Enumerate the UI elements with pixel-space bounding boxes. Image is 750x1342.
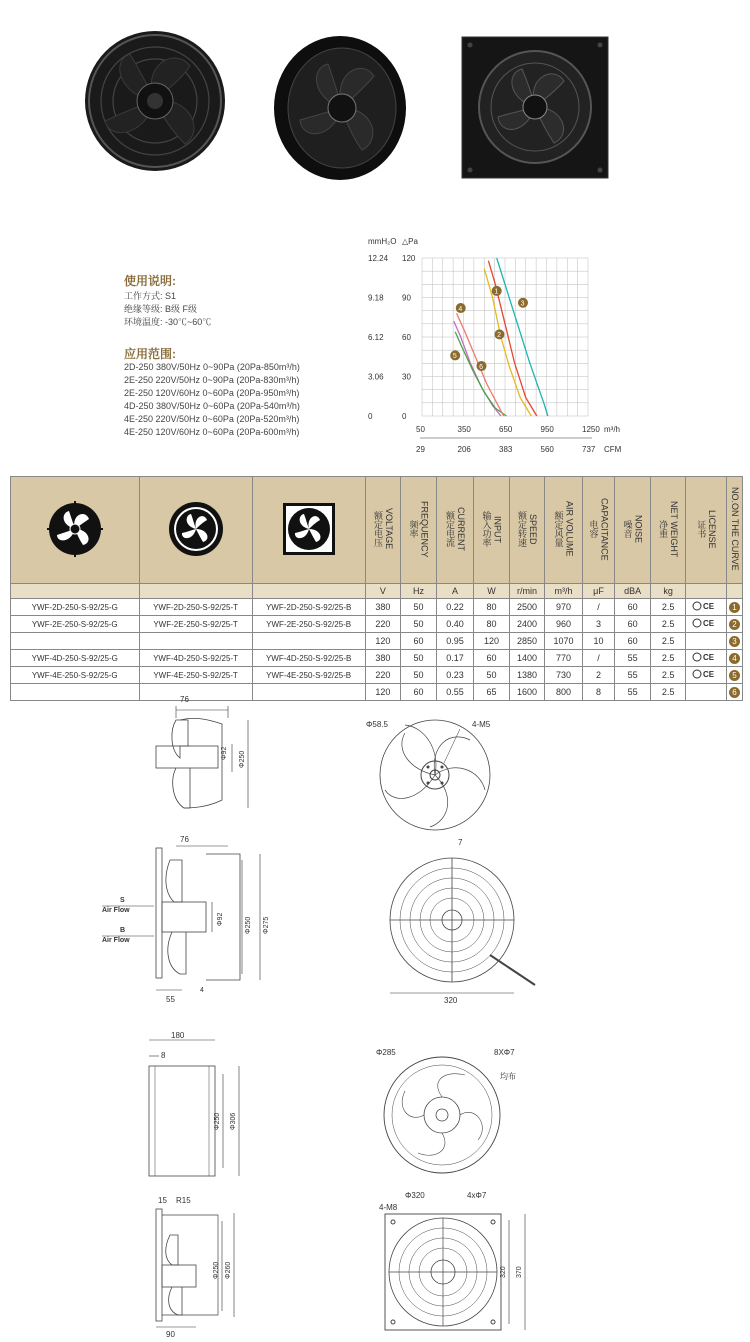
cell-speed: 1380	[509, 667, 545, 684]
drawing-tube-side	[135, 1030, 265, 1180]
svg-text:CE: CE	[703, 670, 715, 679]
cell-net-weight: 2.5	[650, 667, 686, 684]
unit-cell: m³/h	[545, 584, 582, 599]
usage-line: 环境温度: -30℃~60℃	[124, 317, 212, 327]
cell-voltage: 380	[365, 599, 401, 616]
curve-badge-label: 3	[520, 300, 525, 308]
cell-noise: 60	[615, 616, 651, 633]
cell-noise: 60	[615, 599, 651, 616]
table-row	[11, 616, 743, 633]
dim-label: Φ250	[239, 750, 246, 768]
dim-label: Φ250	[245, 916, 252, 934]
cell-air-volume: 1070	[545, 633, 582, 650]
unit-cell: W	[474, 584, 510, 599]
cell-frequency: 60	[401, 633, 437, 650]
cell-current: 0.40	[436, 616, 473, 633]
fan-tube-icon	[166, 499, 226, 559]
dim-label: R15	[176, 1196, 191, 1205]
cell-noise: 55	[615, 684, 651, 701]
dim-label: 4	[200, 987, 204, 994]
fan-square-icon	[279, 499, 339, 559]
curve-badge-label: 1	[494, 288, 499, 296]
fan-photo-square	[460, 35, 610, 180]
cell-speed: 2850	[509, 633, 545, 650]
cell-net-weight: 2.5	[650, 599, 686, 616]
usage-line: 绝缘等级: B级 F级	[124, 304, 198, 314]
cell-capacitance: 3	[582, 616, 615, 633]
cell-model-grille	[11, 633, 140, 650]
table-units-row	[11, 584, 743, 599]
cell-speed: 2500	[509, 599, 545, 616]
ccc-ce-icon	[691, 669, 721, 679]
curve-badge: 5	[729, 670, 740, 681]
drawing-blade-front	[360, 715, 510, 835]
drawing-side-view-1	[140, 690, 260, 820]
cell-current: 0.23	[436, 667, 473, 684]
ccc-ce-icon	[691, 601, 721, 611]
cell-noise: 55	[615, 667, 651, 684]
dim-label: Φ306	[230, 1112, 237, 1130]
cell-input: 60	[474, 650, 510, 667]
cell-input: 120	[474, 633, 510, 650]
header-grille-icon	[11, 477, 140, 584]
dim-label: Φ320	[405, 1191, 425, 1200]
header-input: INPUT 输入功率	[474, 477, 510, 584]
cell-air-volume: 970	[545, 599, 582, 616]
cell-model-square: YWF-2D-250-S-92/25-B	[252, 599, 365, 616]
unit-cell: Hz	[401, 584, 437, 599]
dim-label: Φ250	[214, 1112, 221, 1130]
x-tick-cfm: 29	[416, 445, 425, 454]
y-unit-mmh2o: mmH₂O	[368, 237, 397, 246]
dim-label: Φ58.5	[366, 720, 388, 729]
cell-noise: 60	[615, 633, 651, 650]
svg-text:CE: CE	[703, 602, 715, 611]
x-tick-m3h: 350	[457, 425, 471, 434]
unit-cell: r/min	[509, 584, 545, 599]
cell-model-square	[252, 684, 365, 701]
performance-chart	[360, 230, 750, 460]
cell-license	[686, 684, 727, 701]
dim-label: 320	[444, 996, 458, 1005]
curve-badge: 1	[729, 602, 740, 613]
cell-air-volume: 730	[545, 667, 582, 684]
dim-label: 4-M5	[472, 720, 491, 729]
header-noise: NOISE 噪音	[615, 477, 651, 584]
y-unit-pa: △Pa	[402, 237, 418, 246]
header-square-icon	[252, 477, 365, 584]
unit-cell: kg	[650, 584, 686, 599]
header-voltage: VOLTAGE 额定电压	[365, 477, 401, 584]
dim-label: Φ260	[225, 1261, 232, 1279]
dim-label: 76	[180, 835, 189, 844]
cell-noise: 55	[615, 650, 651, 667]
cell-frequency: 50	[401, 616, 437, 633]
cell-current: 0.17	[436, 650, 473, 667]
cell-curve-no	[727, 633, 743, 650]
dim-label: 76	[180, 695, 189, 704]
y-tick-pa: 120	[402, 254, 416, 263]
unit-cell: A	[436, 584, 473, 599]
cell-voltage: 120	[365, 633, 401, 650]
ccc-ce-icon	[691, 652, 721, 662]
cell-model-square: YWF-2E-250-S-92/25-B	[252, 616, 365, 633]
cell-speed: 1600	[509, 684, 545, 701]
cell-model-tube: YWF-4E-250-S-92/25-T	[139, 667, 252, 684]
header-current: CURRENT 额定电流	[436, 477, 473, 584]
cell-model-tube: YWF-2E-250-S-92/25-T	[139, 616, 252, 633]
table-header-row	[11, 477, 743, 584]
header-net-weight: NET WEIGHT 净重	[650, 477, 686, 584]
table-row	[11, 684, 743, 701]
cell-air-volume: 770	[545, 650, 582, 667]
usage-line: 工作方式: S1	[124, 291, 177, 301]
drawing-tube-front	[370, 1045, 550, 1175]
header-tube-icon	[139, 477, 252, 584]
curve-badge-label: 5	[452, 353, 457, 361]
x-unit-cfm: CFM	[604, 445, 622, 454]
dim-label: Φ92	[221, 746, 228, 760]
y-tick-pa: 30	[402, 372, 411, 382]
cell-license	[686, 633, 727, 650]
cell-model-tube: YWF-4D-250-S-92/25-T	[139, 650, 252, 667]
dim-label: 4-M8	[379, 1203, 398, 1212]
y-tick-mmh2o: 6.12	[368, 333, 384, 342]
svg-text:CE: CE	[703, 653, 715, 662]
svg-text:CE: CE	[703, 619, 715, 628]
table-row	[11, 599, 743, 616]
chart-grid	[422, 258, 588, 416]
header-curve-no: NO.ON THE CURVE	[727, 477, 743, 584]
cell-curve-no	[727, 684, 743, 701]
cell-license	[686, 616, 727, 633]
y-tick-mmh2o: 3.06	[368, 372, 384, 382]
cell-license	[686, 599, 727, 616]
cell-speed: 2400	[509, 616, 545, 633]
cell-speed: 1400	[509, 650, 545, 667]
cell-model-grille: YWF-4D-250-S-92/25-G	[11, 650, 140, 667]
fan-photo-tube	[262, 28, 412, 188]
air-flow-label: Air Flow	[102, 937, 130, 944]
cell-license	[686, 650, 727, 667]
cell-model-tube	[139, 633, 252, 650]
cell-input: 80	[474, 599, 510, 616]
curve-badge: 4	[729, 653, 740, 664]
range-title: 应用范围:	[124, 347, 176, 361]
ccc-ce-icon	[691, 618, 721, 628]
table-row	[11, 633, 743, 650]
curve-badge: 6	[729, 687, 740, 698]
curve-badge-label: 4	[458, 305, 463, 313]
cell-net-weight: 2.5	[650, 684, 686, 701]
cell-current: 0.22	[436, 599, 473, 616]
curve-badge-label: 2	[497, 332, 502, 340]
cell-curve-no	[727, 599, 743, 616]
dim-label: 90	[166, 1330, 175, 1339]
table-row	[11, 667, 743, 684]
x-tick-m3h: 650	[499, 425, 513, 434]
dim-label: Φ275	[263, 916, 270, 934]
unit-cell: μF	[582, 584, 615, 599]
cell-model-square: YWF-4D-250-S-92/25-B	[252, 650, 365, 667]
usage-title: 使用说明:	[124, 274, 176, 288]
dim-label: Φ92	[217, 912, 224, 926]
cell-voltage: 380	[365, 650, 401, 667]
y-tick-pa: 60	[402, 333, 411, 342]
range-line: 2E-250 220V/50Hz 0~90Pa (20Pa-830m³/h)	[124, 375, 300, 385]
range-line: 2D-250 380V/50Hz 0~90Pa (20Pa-850m³/h)	[124, 362, 300, 372]
unit-cell: V	[365, 584, 401, 599]
cell-curve-no	[727, 667, 743, 684]
cell-license	[686, 667, 727, 684]
cell-current: 0.95	[436, 633, 473, 650]
dim-label: 4xΦ7	[467, 1191, 487, 1200]
cell-capacitance: 10	[582, 633, 615, 650]
cell-input: 80	[474, 616, 510, 633]
y-tick-pa: 90	[402, 293, 411, 303]
cell-voltage: 220	[365, 616, 401, 633]
cell-frequency: 60	[401, 684, 437, 701]
dim-label: 180	[171, 1031, 185, 1040]
dim-label: 15	[158, 1196, 167, 1205]
dim-label: Φ250	[213, 1261, 220, 1279]
x-unit-m3h: m³/h	[604, 425, 620, 434]
cell-frequency: 50	[401, 599, 437, 616]
x-tick-m3h: 950	[540, 425, 554, 434]
fan-grille-icon	[45, 499, 105, 559]
drawing-grille-front	[370, 835, 560, 1010]
dim-label: 55	[166, 995, 175, 1004]
header-speed: SPEED 额定转速	[509, 477, 545, 584]
cell-model-square: YWF-4E-250-S-92/25-B	[252, 667, 365, 684]
dim-label: Φ285	[376, 1048, 396, 1057]
cell-net-weight: 2.5	[650, 633, 686, 650]
curve-badge: 2	[729, 619, 740, 630]
drawing-side-view-2	[100, 830, 280, 1005]
range-line: 4E-250 220V/50Hz 0~60Pa (20Pa-520m³/h)	[124, 414, 300, 424]
drawing-square-side	[130, 1195, 260, 1340]
range-line: 4E-250 120V/60Hz 0~60Pa (20Pa-600m³/h)	[124, 427, 300, 437]
x-tick-m3h: 1250	[582, 425, 600, 434]
cell-frequency: 50	[401, 667, 437, 684]
cell-net-weight: 2.5	[650, 616, 686, 633]
fan-photo-grille	[80, 26, 230, 176]
cell-model-square	[252, 633, 365, 650]
cell-model-grille: YWF-4E-250-S-92/25-G	[11, 667, 140, 684]
y-tick-mmh2o: 0	[368, 412, 373, 421]
dim-label: 370	[516, 1266, 523, 1278]
cell-input: 50	[474, 667, 510, 684]
cell-capacitance: 2	[582, 667, 615, 684]
cell-capacitance: /	[582, 650, 615, 667]
cell-capacitance: 8	[582, 684, 615, 701]
cell-model-tube: YWF-2D-250-S-92/25-T	[139, 599, 252, 616]
cell-frequency: 50	[401, 650, 437, 667]
header-air-volume: AIR VOLUME 额定风量	[545, 477, 582, 584]
cell-curve-no	[727, 650, 743, 667]
air-flow-s-label: S	[120, 897, 125, 904]
header-license: LICENSE 证书	[686, 477, 727, 584]
curve-badge: 3	[729, 636, 740, 647]
x-tick-cfm: 206	[457, 445, 471, 454]
cell-air-volume: 800	[545, 684, 582, 701]
x-tick-cfm: 560	[540, 445, 554, 454]
cell-curve-no	[727, 616, 743, 633]
cell-model-grille	[11, 684, 140, 701]
dim-label: 320	[500, 1266, 507, 1278]
y-tick-mmh2o: 9.18	[368, 293, 384, 303]
cell-model-grille: YWF-2E-250-S-92/25-G	[11, 616, 140, 633]
cell-model-grille: YWF-2D-250-S-92/25-G	[11, 599, 140, 616]
dim-label: 8XΦ7	[494, 1048, 515, 1057]
y-tick-mmh2o: 12.24	[368, 254, 389, 263]
header-frequency: FREQUENCY 频率	[401, 477, 437, 584]
range-line: 2E-250 120V/60Hz 0~60Pa (20Pa-950m³/h)	[124, 388, 300, 398]
cell-input: 65	[474, 684, 510, 701]
spec-table	[10, 476, 743, 701]
dim-label: 均布	[500, 1072, 516, 1081]
header-capacitance: CAPACITANCE 电容	[582, 477, 615, 584]
cell-net-weight: 2.5	[650, 650, 686, 667]
table-row	[11, 650, 743, 667]
range-line: 4D-250 380V/50Hz 0~60Pa (20Pa-540m³/h)	[124, 401, 300, 411]
cell-current: 0.55	[436, 684, 473, 701]
x-tick-cfm: 737	[582, 445, 596, 454]
curve-1	[488, 261, 536, 416]
curve-badge-label: 6	[479, 363, 484, 371]
air-flow-label: Air Flow	[102, 907, 130, 914]
cell-air-volume: 960	[545, 616, 582, 633]
drawing-square-front	[375, 1188, 545, 1340]
cell-voltage: 120	[365, 684, 401, 701]
x-tick-cfm: 383	[499, 445, 513, 454]
cell-voltage: 220	[365, 667, 401, 684]
y-tick-pa: 0	[402, 412, 407, 421]
air-flow-b-label: B	[120, 927, 126, 934]
unit-cell: dBA	[615, 584, 651, 599]
dim-label: 8	[161, 1051, 166, 1060]
x-tick-m3h: 50	[416, 425, 425, 434]
cell-capacitance: /	[582, 599, 615, 616]
dim-label: 7	[458, 838, 463, 847]
